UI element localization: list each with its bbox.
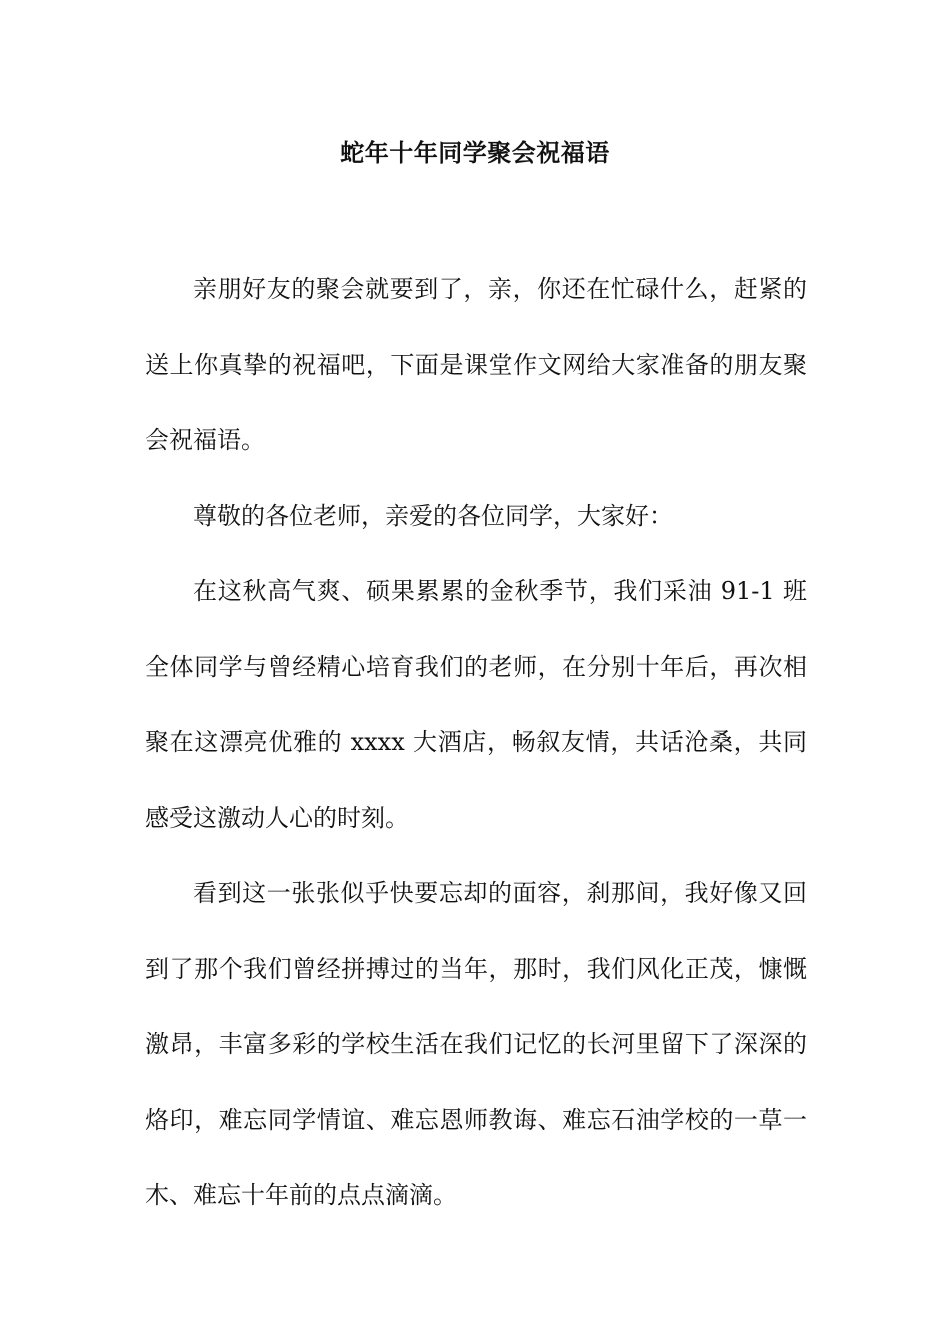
document-body [145, 252, 807, 1234]
paragraph-memories: 看到这一张张似乎快要忘却的面容，刹那间，我好像又回到了那个我们曾经拼搏过的当年，那时，我们风化正茂，慷慨激昂，丰富多彩的学校生活在我们记忆的长河里留下了深深的烙印，难忘同学情谊、难忘恩师教诲、难忘石油学校的一草一木、难忘十年前的点点滴滴。 [145, 879, 807, 1209]
document-title: 蛇年十年同学聚会祝福语 [340, 138, 610, 167]
paragraph-greeting: 尊敬的各位老师，亲爱的各位同学，大家好： [193, 501, 673, 530]
paragraph-intro: 亲朋好友的聚会就要到了，亲，你还在忙碌什么，赶紧的送上你真挚的祝福吧，下面是课堂作文网给大家准备的朋友聚会祝福语。 [145, 275, 807, 454]
paragraph-gathering: 在这秋高气爽、硕果累累的金秋季节，我们采油 91-1 班全体同学与曾经精心培育我们的老师，在分别十年后，再次相聚在这漂亮优雅的 xxxx 大酒店，畅叙友情，共话沧桑，共同感受这激动人心的时刻。 [145, 577, 807, 832]
